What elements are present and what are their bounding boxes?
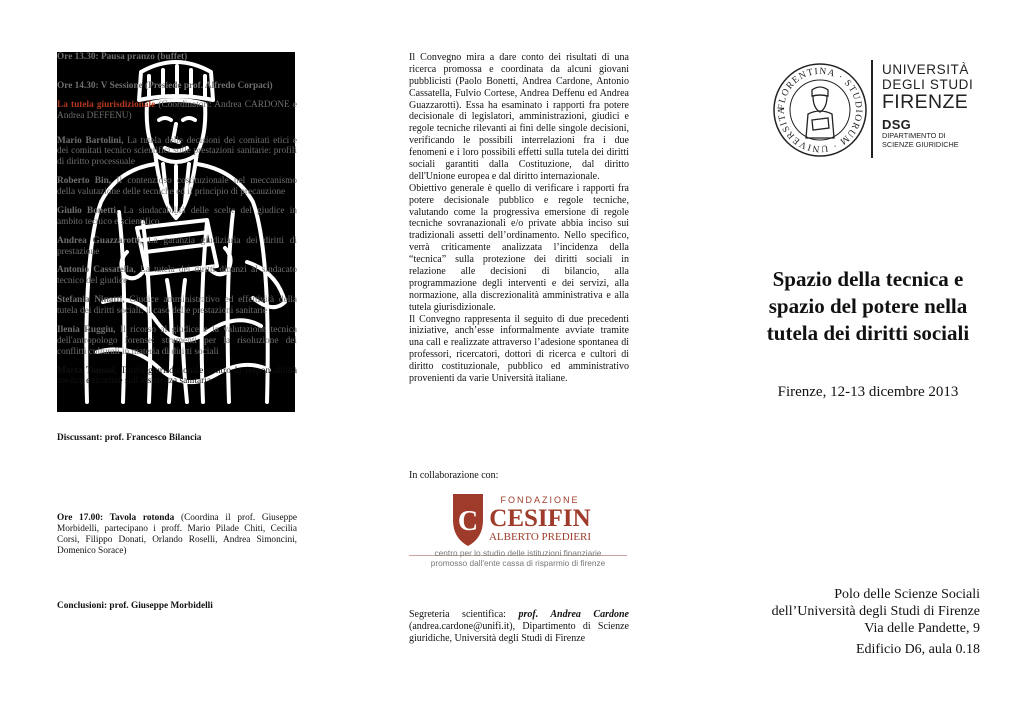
seal-ring-text: FLORENTINA · STUDIORUM · UNIVERSITA	[776, 66, 864, 154]
secretariat-details: (andrea.cardone@unifi.it), Dipartimento di Scienze giuridiche, Università degli Studi di Firenze	[409, 620, 629, 644]
conference-title-line2: spazio del potere nella	[768, 294, 968, 318]
round-table-block	[57, 513, 297, 558]
talk-title: Il contenzioso costituzionale nel meccanismo della valutazione delle tecniche ed il principio di precauzione	[57, 176, 297, 197]
conclusion-line: Conclusioni: prof. Giuseppe Morbidelli	[57, 601, 213, 611]
conference-title-line3: tutela dei diritti sociali	[766, 321, 970, 345]
university-name-line3: FIRENZE	[882, 91, 969, 113]
talk-title: Giudice amministrativo ed effettività della tutela dei diritti sociali: il caso delle prestazioni sanitarie	[57, 295, 297, 316]
discussant-line: Discussant: prof. Francesco Bilancia	[57, 433, 202, 443]
program-item	[57, 366, 297, 388]
conference-date: Firenze, 12-13 dicembre 2013	[777, 384, 959, 400]
cesifin-tagline-2: promosso dall'ente cassa di risparmio di firenze	[430, 558, 606, 569]
talk-title: La garanzia giudiziaria dei diritti di prestazione	[57, 235, 297, 257]
venue-room: Edificio D6, aula 0.18	[855, 642, 980, 657]
program-list	[57, 52, 297, 395]
venue-line3: Via delle Pandette, 9	[864, 621, 980, 636]
university-seal-logo	[772, 62, 868, 158]
description-paragraph: Il Convegno rappresenta il seguito di due precedenti iniziative, anch’esse informalmente avviate tramite una call e realizzate attraverso l’adesione spontanea di professori, ricercatori, dottori di ricerca e cultori di diritto costituzionale, pubblico ed amministrativo provenienti da varie Università italiane.	[409, 313, 629, 385]
description-paragraph: Il Convegno mira a dare conto dei risultati di una ricerca promossa e coordinata da alcuni giovani pubblicisti (Paolo Bonetti, Andrea Cardone, Antonio Cassatella, Fulvio Cortese, Andrea Deffenu ed Andrea Guazzarotti). Essa ha esaminato i rapporti fra potere decisionale di legislatori, amministrazioni, giudici e regole tecniche rilevanti ai fini delle singole decisioni, verificando le possibili interrelazioni fra i due fenomeni e i loro possibili effetti sulla tutela dei diritti sociali garantiti dalla Costituzione, dal diritto dell'Unione europea e dal diritto internazionale.	[409, 52, 629, 182]
scientific-secretariat	[409, 609, 629, 645]
program-item	[57, 295, 297, 317]
speaker-name: Andrea Guazzarotti,	[57, 235, 143, 246]
talk-title: La tutela dei diritti dinanzi al sindacato tecnico del giudice	[57, 265, 297, 287]
program-item-heading: Ore 13.30: Pausa pranzo (buffet)	[57, 52, 188, 62]
university-name	[882, 63, 973, 113]
cesifin-line3: ALBERTO PREDIERI	[488, 531, 592, 543]
talk-title: Tutela giurisdizionale contro la responsabilità medica e ricadute sull'assistenza sanitaria	[57, 365, 297, 387]
program-item	[57, 325, 297, 358]
talk-title: Il ricorso al giudice e la valutazione tecnica dell'antropologo forense: strumenti per la risoluzione dei conflitti culturali in materia di diritti sociali	[57, 324, 297, 357]
secretariat-label: Segreteria scientifica:	[409, 609, 519, 620]
conference-title-line1: Spazio della tecnica e	[772, 267, 964, 291]
talk-title: La sindacabilità delle scelte del giudice in ambito tecnico e scientifico	[57, 205, 297, 227]
university-name-line1: UNIVERSITÀ	[882, 62, 970, 77]
venue-block	[740, 586, 980, 658]
conference-title	[752, 266, 984, 347]
speaker-name: Roberto Bin,	[57, 176, 112, 187]
cesifin-monogram: C	[457, 506, 479, 537]
venue-line2: dell’Università degli Studi di Firenze	[771, 604, 980, 619]
program-item	[57, 136, 297, 169]
program-item	[57, 100, 297, 122]
cesifin-tagline	[409, 548, 627, 569]
speaker-name: Ilenia Ruggiu,	[57, 324, 116, 335]
talk-title: La tutela delle decisioni dei comitati etici e dei comitati tecnico scientifici sulle prestazioni sanitarie: profili di diritto processuale	[57, 135, 297, 168]
speaker-name: Mario Bartolini,	[57, 135, 124, 146]
program-item-text: (Coordinatori: Andrea CARDONE e Andrea DEFFENU)	[57, 99, 297, 121]
university-name-line2: DEGLI STUDI	[882, 76, 974, 92]
cesifin-logo-mark	[409, 490, 627, 550]
venue-line1: Polo delle Scienze Sociali	[834, 587, 980, 602]
cesifin-tagline-1: centro per lo studio delle istituzioni finanziarie	[434, 548, 602, 558]
cesifin-line2: CESIFIN	[489, 505, 591, 532]
round-table-text: (Coordina il prof. Giuseppe Morbidelli, partecipano i proff. Mario Pilade Chiti, Cecilia Corsi, Filippo Donati, Orlando Roselli, Andrea Simoncini, Domenico Sorace)	[57, 513, 297, 557]
program-item	[57, 176, 297, 198]
round-table-heading: Ore 17.00: Tavola rotonda	[57, 513, 175, 523]
speaker-name: Giulio Bonetti,	[57, 205, 119, 216]
session-title: La tutela giurisdizionale	[57, 99, 156, 110]
conference-description	[409, 52, 629, 385]
program-item	[57, 206, 297, 228]
department-line2: SCIENZE GIURIDICHE	[882, 139, 959, 149]
department-logo	[882, 117, 959, 149]
program-item	[57, 52, 297, 63]
cesifin-line1: FONDAZIONE	[500, 495, 580, 505]
program-item	[57, 236, 297, 258]
department-code: DSG	[882, 117, 912, 132]
university-seal-icon	[772, 62, 868, 158]
speaker-name: Marta Tomasi,	[57, 365, 117, 376]
secretariat-name: prof. Andrea Cardone	[518, 609, 629, 620]
logo-divider	[871, 60, 873, 158]
collaboration-label: In collaborazione con:	[409, 470, 499, 481]
speaker-name: Antonio Cassatella,	[57, 265, 136, 276]
program-item	[57, 265, 297, 287]
program-item	[57, 81, 297, 92]
speaker-name: Stefania Ninatti,	[57, 295, 125, 306]
program-item-heading: Ore 14.30: V Sessione (Presiede prof. Alfredo Corpaci)	[57, 80, 273, 91]
department-line1: DIPARTIMENTO DI	[882, 131, 946, 140]
description-paragraph: Obiettivo generale è quello di verificare i rapporti fra potere decisionale pubblico e regole tecniche, valutando come la progressiva emersione di regole tecniche sovranazionali e/o private abbia inciso sui tradizionali assetti dell’ordinamento. Nello specifico, verrà criticamente analizzata l’incidenza della “tecnica” sulla protezione dei diritti sociali in relazione alle decisioni di bilancio, alla programmazione degli interventi e dei servizi, alla normazione, alla discrezionalità amministrativa e alla tutela giurisdizionale.	[409, 182, 629, 313]
